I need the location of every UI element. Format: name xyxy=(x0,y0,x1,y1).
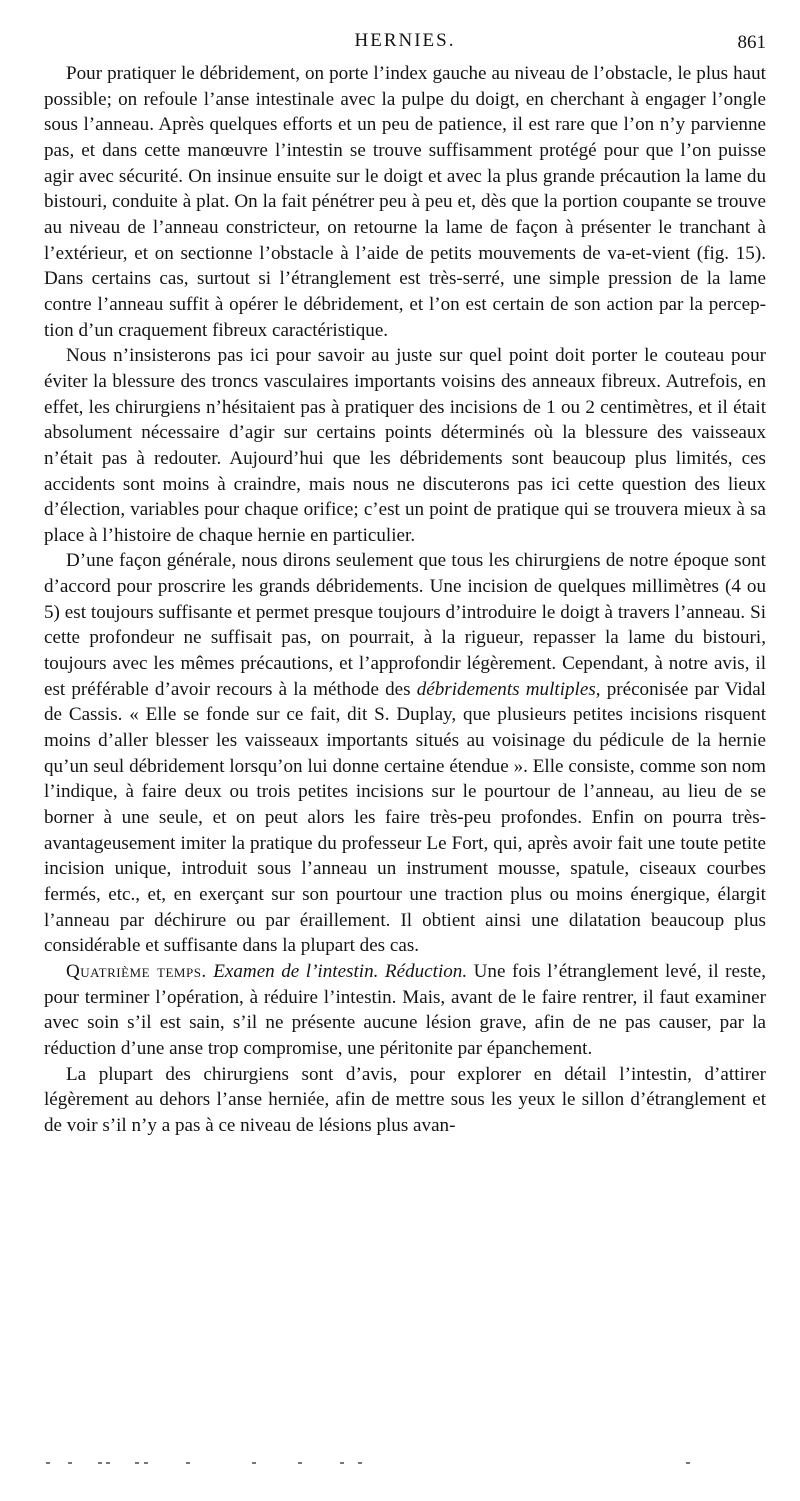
step-heading: Examen de l’intestin. Réduction. xyxy=(213,960,468,982)
running-head xyxy=(44,30,766,56)
step-lead: Quatrième temps. xyxy=(66,960,207,982)
bleed-through-marks xyxy=(40,1462,760,1468)
running-title: HERNIES. xyxy=(354,30,456,51)
paragraph-text-after: , préconisée par Vidal de Cassis. « Elle se fonde sur ce fait, dit S. Duplay, que plusieurs petites incisions risquent moins d’aller blesser les vaisseaux importants situés au voisinage du pédicule de la hernie qu’un seul débridement lorsqu’on lui donne certaine étendue ». Elle consiste, comme son nom l’indique, à faire deux ou trois petites incisions sur le pourtour de l’anneau, au lieu de se borner à une seule, et on peut alors les faire très-peu profondes. Enfin on pourra très-avantageusement imiter la pratique du professeur Le Fort, qui, après avoir fait une toute petite incision unique, introduit sous l’anneau un instrument mousse, spatule, ciseaux courbes fermés, etc., et, en exerçant sur son pourtour une traction plus ou moins énergique, élargit l’anneau par déchirure ou par éraillement. Il obtient ainsi une dilatation beaucoup plus considérable et suffisante dans la plupart des cas. xyxy=(44,678,766,957)
paragraph-fourth-step xyxy=(44,959,766,1062)
page-number: 861 xyxy=(737,32,766,53)
paragraph-multiple-debridements xyxy=(44,548,766,959)
paragraph-intestine-exploration: La plupart des chirurgiens sont d’avis, pour explorer en détail l’intestin, d’attirer légèrement au dehors l’anse herniée, afin de mettre sous les yeux le sillon d’étranglement et de voir s’il n’y a pas à ce niveau de lésions plus avan- xyxy=(44,1063,766,1136)
paragraph-debridement-technique: Pour pratiquer le débridement, on porte l’index gauche au niveau de l’obstacle, le plus haut possible; on refoule l’anse intestinale avec la pulpe du doigt, en cherchant à engager l’ongle sous l’anneau. Après quelques efforts et un peu de patience, il est rare que l’on n’y parvienne pas, et dans cette manœuvre l’intestin se trouve suffisamment protégé pour que l’on puisse agir avec sécurité. On insinue ensuite sur le doigt et avec la plus grande précaution la lame du bistouri, conduite à plat. On la fait pénétrer peu à peu et, dès que la portion coupante se trouve au niveau de l’anneau constricteur, on retourne la lame de façon à présenter le tranchant à l’extérieur, et on sectionne l’obstacle à l’aide de petits mouvements de va-et-vient (fig. 15). Dans certains cas, surtout si l’étranglement est très-serré, une simple pression de la lame contre l’anneau suffit à opérer le débridement, et l’on est certain de son action par la perception d’un craquement fibreux caractéristique. xyxy=(44,63,766,341)
paragraph-text-before: D’une façon générale, nous dirons seulement que tous les chirurgiens de notre époque sont d’accord pour proscrire les grands débridements. Une incision de quelques millimètres (4 ou 5) est toujours suffisante et permet presque toujours d’introduire le doigt à travers l’anneau. Si cette profondeur ne suffisait pas, on pourrait, à la rigueur, repasser la lame du bistouri, toujours avec les mêmes précautions, et l’approfondir légèrement. Cependant, à notre avis, il est préférable d’avoir recours à la méthode des xyxy=(44,550,766,700)
emphasis-term: débridements multiples xyxy=(416,678,596,700)
paragraph-vascular-risk: Nous n’insisterons pas ici pour savoir au juste sur quel point doit porter le couteau pour éviter la blessure des troncs vasculaires importants voisins des anneaux fibreux. Autrefois, en effet, les chirurgiens n’hésitaient pas à pratiquer des incisions de 1 ou 2 centimètres, et il était absolument nécessaire d’agir sur certains points déterminés où la blessure des vaisseaux n’était pas à redouter. Aujourd’hui que les débridements sont beaucoup plus limités, ces accidents sont moins à craindre, mais nous ne discuterons pas ici cette question des lieux d’élection, variables pour chaque orifice; c’est un point de pratique qui se trouvera mieux à sa place à l’histoire de chaque hernie en particulier. xyxy=(44,345,766,546)
body-text xyxy=(44,61,766,1139)
step-text: Une fois l’étranglement levé, il reste, pour terminer l’opération, à réduire l’intestin. Mais, avant de le faire rentrer, il faut examiner avec soin s’il est sain, s’il ne présente aucune lésion grave, afin de ne pas causer, par la réduction d’une anse trop compromise, une péritonite par épanchement. xyxy=(44,960,766,1059)
